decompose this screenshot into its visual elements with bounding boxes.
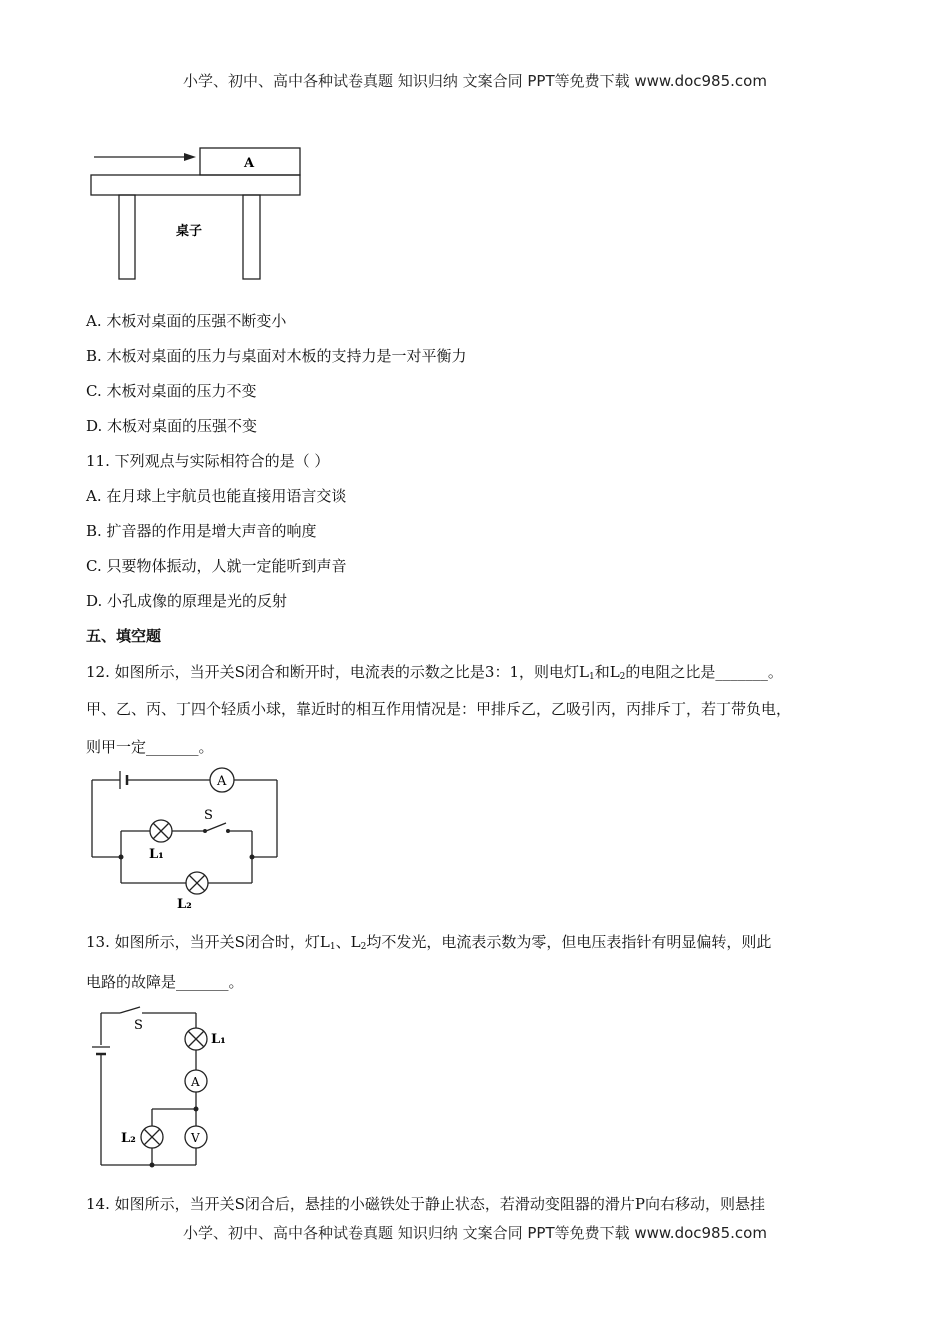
switch-label: S — [204, 808, 213, 823]
q13-line1: 13. 如图所示，当开关S闭合时，灯$L_1$、$L_2$均不发光，电流表示数为零，但电压表指针有明显偏转，则此 — [86, 933, 772, 952]
lamp2-label-q13: L₂ — [121, 1131, 136, 1146]
table-figure — [88, 140, 310, 282]
q12-line2: 甲、乙、丙、丁四个轻质小球，靠近时的相互作用情况是：甲排斥乙，乙吸引丙，丙排斥丁，若丁带负电， — [86, 700, 792, 718]
q10-option-c: C. 木板对桌面的压力不变 — [86, 382, 257, 400]
q11-option-b: B. 扩音器的作用是增大声音的响度 — [86, 522, 317, 540]
circuit-figure-q12 — [86, 765, 286, 910]
lamp1-label-q13: L₁ — [211, 1032, 226, 1047]
ammeter-label-q13: A — [191, 1075, 200, 1089]
q11-stem: 11. 下列观点与实际相符合的是（ ） — [86, 452, 330, 470]
q13-line2: 电路的故障是_______。 — [86, 973, 244, 991]
table-label: 桌子 — [176, 224, 203, 239]
circuit-figure-q13 — [88, 1005, 248, 1170]
q10-option-a: A. 木板对桌面的压强不断变小 — [86, 312, 287, 330]
q12-line1: 12. 如图所示，当开关S闭合和断开时，电流表的示数之比是3：1，则电灯$L_1$和$L_2$的电阻之比是_______。 — [86, 663, 783, 682]
lamp2-label: L₂ — [177, 897, 192, 910]
block-label: A — [244, 156, 255, 171]
q10-option-d: D. 木板对桌面的压强不变 — [86, 417, 258, 435]
ammeter-label: A — [217, 774, 227, 789]
voltmeter-label-q13: V — [191, 1131, 200, 1145]
section-title: 五、填空题 — [86, 627, 162, 645]
q11-option-c: C. 只要物体振动，人就一定能听到声音 — [86, 557, 347, 575]
q11-option-a: A. 在月球上宇航员也能直接用语言交谈 — [86, 487, 347, 505]
q12-line3: 则甲一定_______。 — [86, 738, 214, 756]
q14-line1: 14. 如图所示，当开关S闭合后，悬挂的小磁铁处于静止状态，若滑动变阻器的滑片P向右移动，则悬挂 — [86, 1195, 765, 1213]
lamp1-label: L₁ — [149, 847, 164, 862]
page-header: 小学、初中、高中各种试卷真题 知识归纳 文案合同 PPT等免费下载 www.doc985.com — [183, 72, 767, 90]
q10-option-b: B. 木板对桌面的压力与桌面对木板的支持力是一对平衡力 — [86, 347, 467, 365]
q11-option-d: D. 小孔成像的原理是光的反射 — [86, 592, 288, 610]
switch-label-q13: S — [134, 1018, 143, 1033]
page-footer: 小学、初中、高中各种试卷真题 知识归纳 文案合同 PPT等免费下载 www.doc985.com — [183, 1224, 767, 1242]
